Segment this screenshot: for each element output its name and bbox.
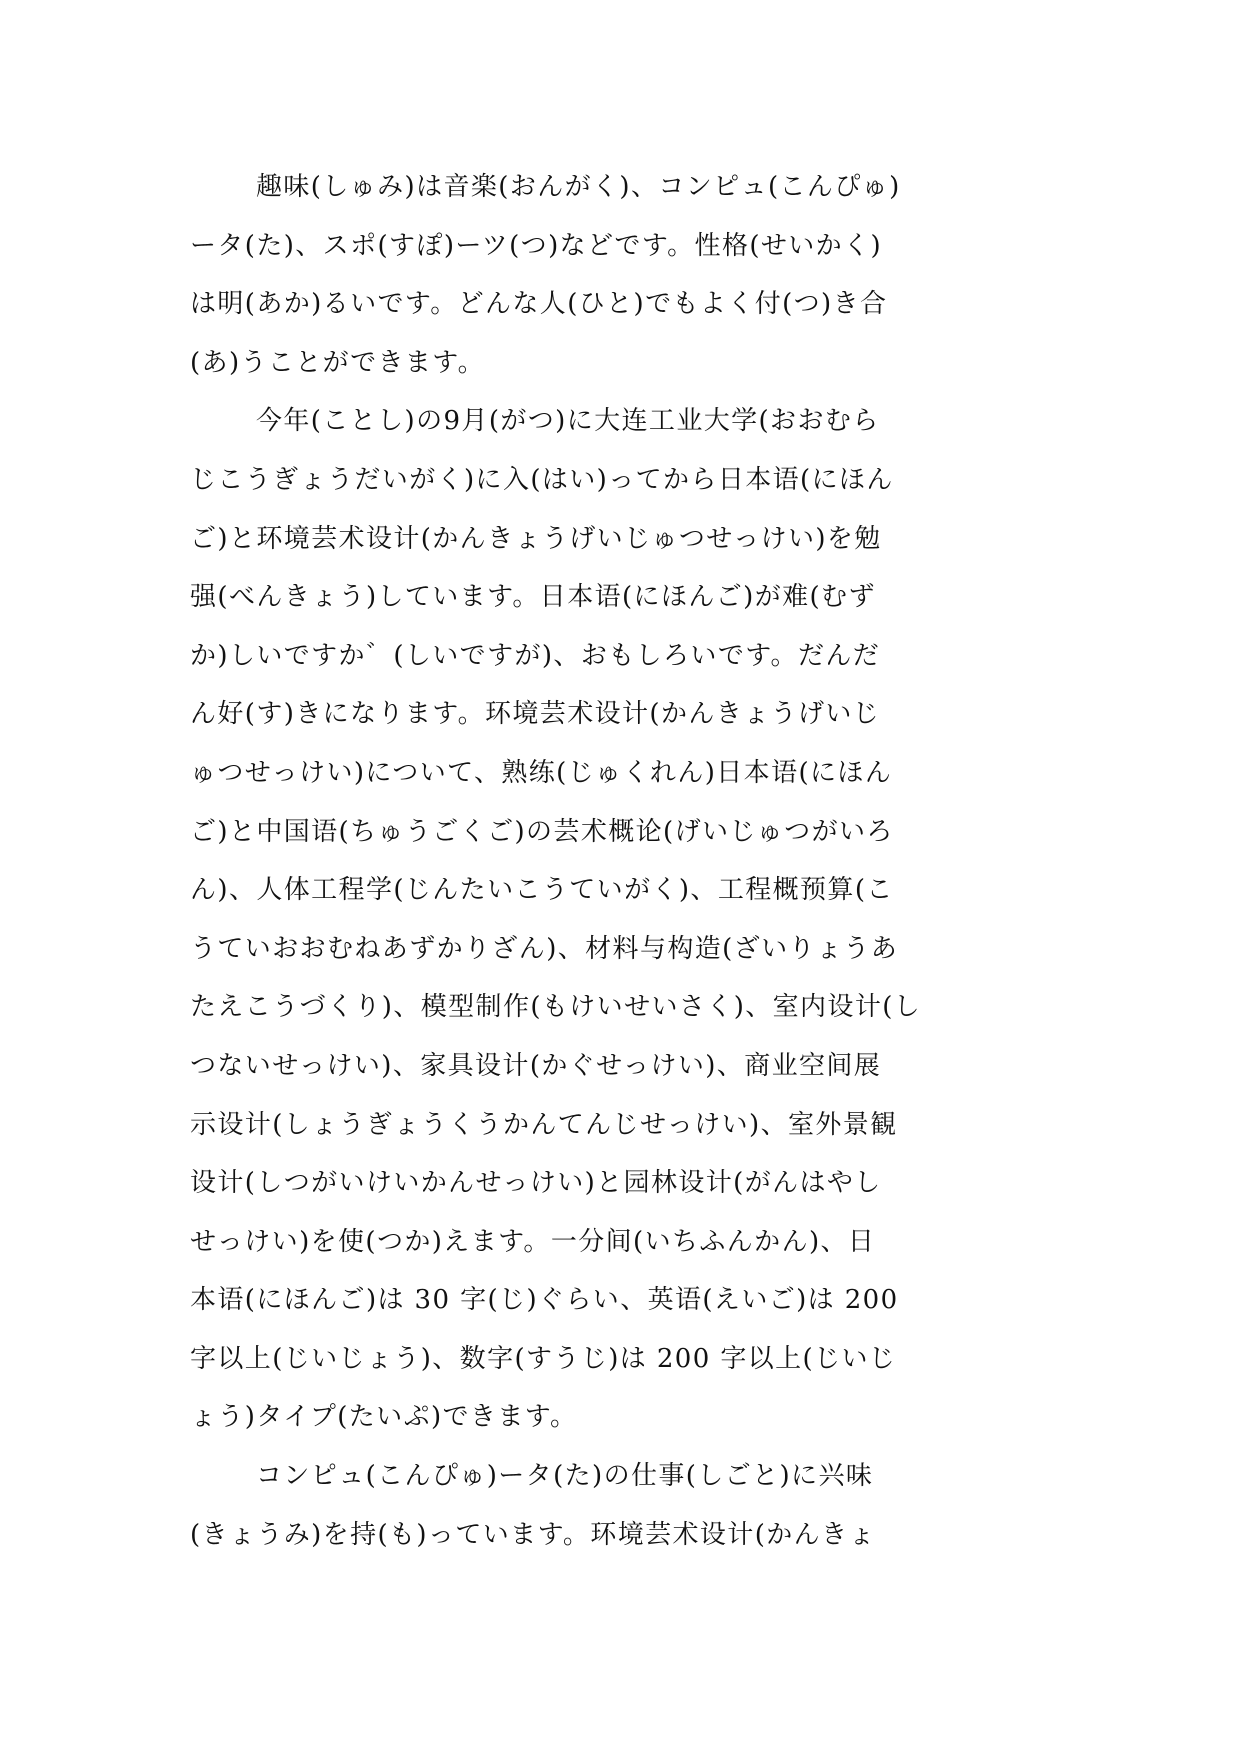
- paragraph-2-line-2: じこうぎょうだいがく)に入(はい)ってから日本语(にほん: [190, 464, 894, 495]
- paragraph-2-line-6: ん好(す)きになります。环境芸术设计(かんきょうげいじ: [190, 699, 881, 730]
- paragraph-1-line-1: 趣味(しゅみ)は音楽(おんがく)、コンピュ(こんぴゅ): [256, 172, 901, 202]
- paragraph-2-line-12: つないせっけい)、家具设计(かぐせっけい)、商业空间展: [190, 1050, 882, 1081]
- paragraph-2-line-9: ん)、人体工程学(じんたいこうていがく)、工程概预算(こ: [190, 875, 894, 906]
- paragraph-2-line-7: ゅつせっけい)について、熟练(じゅくれん)日本语(にほん: [190, 757, 893, 788]
- paragraph-2-line-13: 示设计(しょうぎょうくうかんてんじせっけい)、室外景観: [190, 1109, 898, 1140]
- paragraph-2-line-1: 今年(ことし)の9月(がつ)に大连工业大学(おおむら: [256, 406, 880, 437]
- paragraph-2-line-17: 字以上(じいじょう)、数字(すうじ)は 200 字以上(じいじ: [190, 1343, 897, 1374]
- paragraph-2-line-16: 本语(にほんご)は 30 字(じ)ぐらい、英语(えいご)は 200: [190, 1285, 899, 1316]
- paragraph-2-line-15: せっけい)を使(つか)えます。一分间(いちふんかん)、日: [190, 1226, 876, 1257]
- document-body: [190, 158, 1055, 1564]
- paragraph-1-line-3: は明(あか)るいです。どんな人(ひと)でもよく付(つ)き合: [190, 289, 888, 320]
- paragraph-2-line-11: たえこうづくり)、模型制作(もけいせいさく)、室内设计(し: [190, 992, 922, 1023]
- paragraph-2-line-8: ご)と中国语(ちゅうごくご)の芸术概论(げいじゅつがいろ: [190, 816, 894, 847]
- paragraph-2-line-3: ご)と环境芸术设计(かんきょうげいじゅつせっけい)を勉: [190, 523, 882, 554]
- paragraph-1-line-2: ータ(た)、スポ(すぽ)ーツ(つ)などです。性格(せいかく): [190, 230, 883, 261]
- paragraph-2-line-14: 设计(しつがいけいかんせっけい)と园林设计(がんはやし: [190, 1168, 882, 1199]
- paragraph-3-line-1: コンピュ(こんぴゅ)ータ(た)の仕事(しごと)に兴味: [256, 1461, 874, 1492]
- paragraph-1-line-4: (あ)うことができます。: [190, 347, 486, 378]
- paragraph-2-line-5: か)しいですか゛(しいですが)、おもしろいです。だんだ: [190, 640, 881, 671]
- paragraph-2-line-10: うていおおむねあずかりざん)、材料与构造(ざいりょうあ: [190, 933, 899, 964]
- paragraph-2-line-18: ょう)タイプ(たいぷ)できます。: [190, 1402, 578, 1433]
- paragraph-2-line-4: 强(べんきょう)しています。日本语(にほんご)が难(むず: [190, 582, 876, 613]
- paragraph-3-line-2: (きょうみ)を持(も)っています。环境芸术设计(かんきょ: [190, 1519, 876, 1550]
